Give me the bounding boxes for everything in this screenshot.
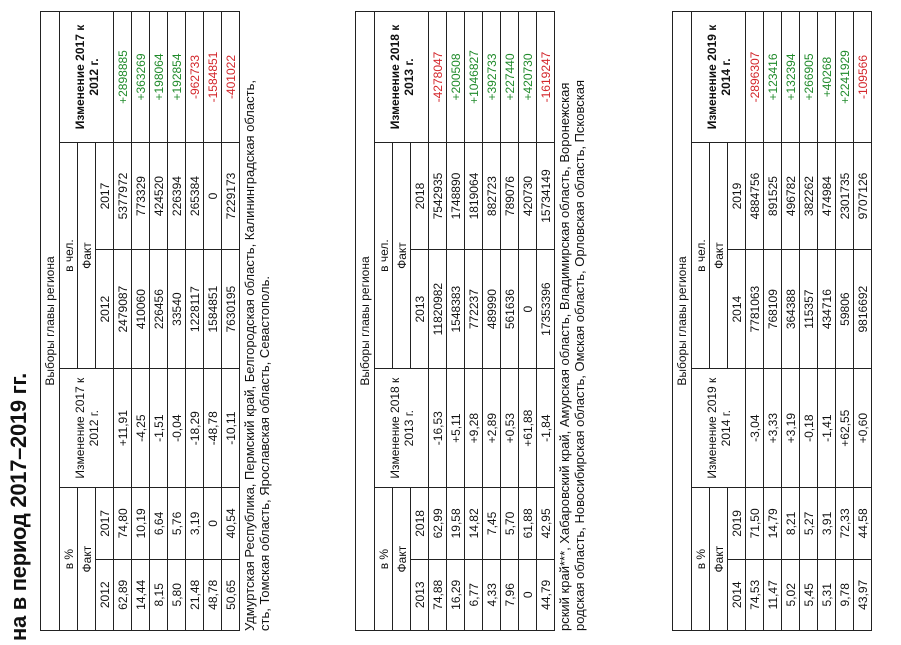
people-second-year-cell: 7229173: [222, 143, 240, 250]
people-second-year-cell: 4884756: [746, 143, 764, 250]
fact-label-percent: Факт: [393, 488, 411, 631]
people-second-year-cell: 882723: [483, 143, 501, 250]
header-row: [673, 12, 692, 631]
people-second-year-cell: 226394: [168, 143, 186, 250]
people-second-year-cell: 773329: [132, 143, 150, 250]
table-row: [222, 12, 240, 631]
percent-change-cell: -4,25: [132, 369, 150, 488]
table-row: [483, 12, 501, 631]
percent-first-year-cell: 4,33: [483, 559, 501, 630]
people-change-cell: +123416: [764, 12, 782, 143]
header-row: [41, 12, 60, 631]
year-header: 2013: [411, 250, 429, 369]
people-second-year-cell: 789076: [501, 143, 519, 250]
table-row: [519, 12, 537, 631]
table-row: [836, 12, 854, 631]
election-turnout-table: [672, 11, 872, 631]
table-row: [501, 12, 519, 631]
people-unit-label: в чел.: [692, 143, 710, 369]
people-change-cell: +2898885: [114, 12, 132, 143]
people-change-cell: +363269: [132, 12, 150, 143]
note-line: родская область, Новосибирская область, Омская область, Орловская область, Псковская: [572, 80, 587, 631]
people-first-year-cell: 59806: [836, 250, 854, 369]
people-second-year-cell: 7542935: [429, 143, 447, 250]
percent-change-cell: +62,55: [836, 369, 854, 488]
table-row: [186, 12, 204, 631]
percent-first-year-cell: 62,89: [114, 559, 132, 630]
page-heading: на в период 2017–2019 гг.: [6, 373, 31, 641]
percent-change-cell: +61,88: [519, 369, 537, 488]
people-first-year-cell: 226456: [150, 250, 168, 369]
people-change-cell: +192854: [168, 12, 186, 143]
people-change-cell: -4278047: [429, 12, 447, 143]
percent-first-year-cell: 9,78: [836, 559, 854, 630]
fact-label-percent: Факт: [710, 488, 728, 631]
people-second-year-cell: 1748890: [447, 143, 465, 250]
percent-change-cell: -48,78: [204, 369, 222, 488]
percent-change-cell: +3,33: [764, 369, 782, 488]
percent-change-cell: +2,89: [483, 369, 501, 488]
people-change-cell: -1584851: [204, 12, 222, 143]
year-header: 2013: [411, 559, 429, 630]
percent-first-year-cell: 48,78: [204, 559, 222, 630]
percent-first-year-cell: 43,97: [854, 559, 872, 630]
people-change-cell: +198064: [150, 12, 168, 143]
percent-first-year-cell: 14,44: [132, 559, 150, 630]
percent-change-cell: +3,19: [782, 369, 800, 488]
stats-table-block: [355, 0, 587, 631]
year-header: 2014: [728, 559, 746, 630]
people-second-year-cell: 9707126: [854, 143, 872, 250]
people-change-cell: -962733: [186, 12, 204, 143]
percent-second-year-cell: 62,99: [429, 488, 447, 559]
percent-second-year-cell: 14,79: [764, 488, 782, 559]
percent-first-year-cell: 5,31: [818, 559, 836, 630]
percent-second-year-cell: 42,95: [537, 488, 555, 559]
note-line: сть, Томская область, Ярославская область, Севастополь.: [257, 276, 272, 631]
people-unit-label: в чел.: [60, 143, 78, 369]
fact-label-people: Факт: [393, 143, 411, 369]
table-row: [132, 12, 150, 631]
percent-second-year-cell: 19,58: [447, 488, 465, 559]
percent-first-year-cell: 21,48: [186, 559, 204, 630]
table-row: [204, 12, 222, 631]
absolute-change-header: Изменение 2017 к 2012 г.: [60, 12, 114, 143]
people-first-year-cell: 7630195: [222, 250, 240, 369]
people-first-year-cell: 7781063: [746, 250, 764, 369]
note-line: Удмуртская Республика, Пермский край, Белгородская область, Калининградская область,: [242, 80, 257, 631]
people-second-year-cell: 474984: [818, 143, 836, 250]
percent-first-year-cell: 16,29: [447, 559, 465, 630]
people-first-year-cell: 115357: [800, 250, 818, 369]
year-header: 2012: [96, 559, 114, 630]
people-change-cell: -109566: [854, 12, 872, 143]
table-row: [764, 12, 782, 631]
percent-second-year-cell: 5,70: [501, 488, 519, 559]
people-second-year-cell: 5377972: [114, 143, 132, 250]
percent-second-year-cell: 74,80: [114, 488, 132, 559]
table-row: [447, 12, 465, 631]
percent-first-year-cell: 74,53: [746, 559, 764, 630]
percent-change-cell: +0,60: [854, 369, 872, 488]
people-unit-label: в чел.: [375, 143, 393, 369]
people-first-year-cell: 768109: [764, 250, 782, 369]
percent-second-year-cell: 7,45: [483, 488, 501, 559]
percent-first-year-cell: 11,47: [764, 559, 782, 630]
percent-change-cell: +0,53: [501, 369, 519, 488]
header-row: [60, 12, 78, 631]
percent-change-header: Изменение 2019 к 2014 г.: [692, 369, 746, 488]
people-first-year-cell: 11820982: [429, 250, 447, 369]
people-first-year-cell: 364388: [782, 250, 800, 369]
year-header: 2017: [96, 143, 114, 250]
table-row: [537, 12, 555, 631]
table-row: [150, 12, 168, 631]
percent-second-year-cell: 10,19: [132, 488, 150, 559]
percent-change-cell: -0,04: [168, 369, 186, 488]
people-change-cell: +420730: [519, 12, 537, 143]
percent-first-year-cell: 7,96: [501, 559, 519, 630]
percent-change-cell: -1,51: [150, 369, 168, 488]
people-first-year-cell: 2479087: [114, 250, 132, 369]
percent-unit-label: в %: [692, 488, 710, 631]
table-row: [465, 12, 483, 631]
people-first-year-cell: 9816692: [854, 250, 872, 369]
percent-second-year-cell: 40,54: [222, 488, 240, 559]
people-second-year-cell: 496782: [782, 143, 800, 250]
group-title: Выборы главы региона: [673, 12, 692, 631]
people-second-year-cell: 382262: [800, 143, 818, 250]
people-second-year-cell: 420730: [519, 143, 537, 250]
people-first-year-cell: 1228117: [186, 250, 204, 369]
percent-unit-label: в %: [375, 488, 393, 631]
people-second-year-cell: 891525: [764, 143, 782, 250]
note-line: рский край***, Хабаровский край, Амурская область, Владимирская область, Воронежская: [557, 82, 572, 631]
percent-first-year-cell: 74,88: [429, 559, 447, 630]
people-second-year-cell: 265384: [186, 143, 204, 250]
people-first-year-cell: 33540: [168, 250, 186, 369]
people-second-year-cell: 2301735: [836, 143, 854, 250]
percent-second-year-cell: 0: [204, 488, 222, 559]
header-row: [375, 12, 393, 631]
percent-unit-label: в %: [60, 488, 78, 631]
people-second-year-cell: 15734149: [537, 143, 555, 250]
year-header: 2019: [728, 143, 746, 250]
percent-change-cell: -0,18: [800, 369, 818, 488]
people-change-cell: +392733: [483, 12, 501, 143]
group-title: Выборы главы региона: [41, 12, 60, 631]
fact-label-people: Факт: [78, 143, 96, 369]
election-turnout-table: [40, 11, 240, 631]
people-change-cell: +2241929: [836, 12, 854, 143]
region-list-note: [557, 0, 587, 631]
percent-second-year-cell: 6,64: [150, 488, 168, 559]
percent-first-year-cell: 8,15: [150, 559, 168, 630]
percent-second-year-cell: 8,21: [782, 488, 800, 559]
percent-first-year-cell: 5,45: [800, 559, 818, 630]
percent-second-year-cell: 44,58: [854, 488, 872, 559]
percent-second-year-cell: 5,76: [168, 488, 186, 559]
people-change-cell: +1046827: [465, 12, 483, 143]
people-first-year-cell: 17353396: [537, 250, 555, 369]
people-change-cell: -1619247: [537, 12, 555, 143]
people-change-cell: +132394: [782, 12, 800, 143]
header-row: [356, 12, 375, 631]
group-title: Выборы главы региона: [356, 12, 375, 631]
stats-table-block: [40, 0, 272, 631]
table-row: [854, 12, 872, 631]
people-change-cell: +266905: [800, 12, 818, 143]
people-first-year-cell: 1548383: [447, 250, 465, 369]
percent-second-year-cell: 61,88: [519, 488, 537, 559]
percent-change-cell: +11,91: [114, 369, 132, 488]
year-header: 2014: [728, 250, 746, 369]
year-header: 2019: [728, 488, 746, 559]
fact-label-percent: Факт: [78, 488, 96, 631]
people-second-year-cell: 424520: [150, 143, 168, 250]
people-change-cell: +40268: [818, 12, 836, 143]
table-row: [800, 12, 818, 631]
percent-first-year-cell: 5,02: [782, 559, 800, 630]
people-first-year-cell: 410060: [132, 250, 150, 369]
table-row: [746, 12, 764, 631]
percent-second-year-cell: 5,27: [800, 488, 818, 559]
percent-second-year-cell: 14,82: [465, 488, 483, 559]
fact-label-people: Факт: [710, 143, 728, 369]
percent-second-year-cell: 3,91: [818, 488, 836, 559]
percent-first-year-cell: 0: [519, 559, 537, 630]
people-first-year-cell: 772237: [465, 250, 483, 369]
year-header: 2012: [96, 250, 114, 369]
year-header: 2018: [411, 488, 429, 559]
people-first-year-cell: 489990: [483, 250, 501, 369]
stats-table-block: [672, 11, 872, 631]
election-turnout-table: [355, 11, 555, 631]
percent-second-year-cell: 72,33: [836, 488, 854, 559]
absolute-change-header: Изменение 2018 к 2013 г.: [375, 12, 429, 143]
percent-first-year-cell: 50,65: [222, 559, 240, 630]
percent-change-header: Изменение 2017 к 2012 г.: [60, 369, 114, 488]
table-row: [114, 12, 132, 631]
people-change-cell: +227440: [501, 12, 519, 143]
people-second-year-cell: 0: [204, 143, 222, 250]
percent-change-cell: -3,04: [746, 369, 764, 488]
people-first-year-cell: 561636: [501, 250, 519, 369]
percent-change-cell: +5,11: [447, 369, 465, 488]
people-first-year-cell: 0: [519, 250, 537, 369]
people-change-cell: +200508: [447, 12, 465, 143]
year-header: 2018: [411, 143, 429, 250]
percent-change-cell: -10,11: [222, 369, 240, 488]
people-change-cell: -401022: [222, 12, 240, 143]
percent-second-year-cell: 3,19: [186, 488, 204, 559]
table-row: [429, 12, 447, 631]
people-change-cell: -2896307: [746, 12, 764, 143]
percent-first-year-cell: 5,80: [168, 559, 186, 630]
people-first-year-cell: 1584851: [204, 250, 222, 369]
percent-change-cell: -1,41: [818, 369, 836, 488]
people-second-year-cell: 1819064: [465, 143, 483, 250]
year-header: 2017: [96, 488, 114, 559]
people-first-year-cell: 434716: [818, 250, 836, 369]
absolute-change-header: Изменение 2019 к 2014 г.: [692, 12, 746, 143]
percent-change-cell: -1,84: [537, 369, 555, 488]
table-row: [818, 12, 836, 631]
percent-first-year-cell: 6,77: [465, 559, 483, 630]
percent-second-year-cell: 71,50: [746, 488, 764, 559]
percent-change-cell: -16,53: [429, 369, 447, 488]
percent-change-cell: +9,28: [465, 369, 483, 488]
table-row: [782, 12, 800, 631]
percent-first-year-cell: 44,79: [537, 559, 555, 630]
table-row: [168, 12, 186, 631]
percent-change-header: Изменение 2018 к 2013 г.: [375, 369, 429, 488]
region-list-note: [242, 0, 272, 631]
header-row: [692, 12, 710, 631]
percent-change-cell: -18,29: [186, 369, 204, 488]
